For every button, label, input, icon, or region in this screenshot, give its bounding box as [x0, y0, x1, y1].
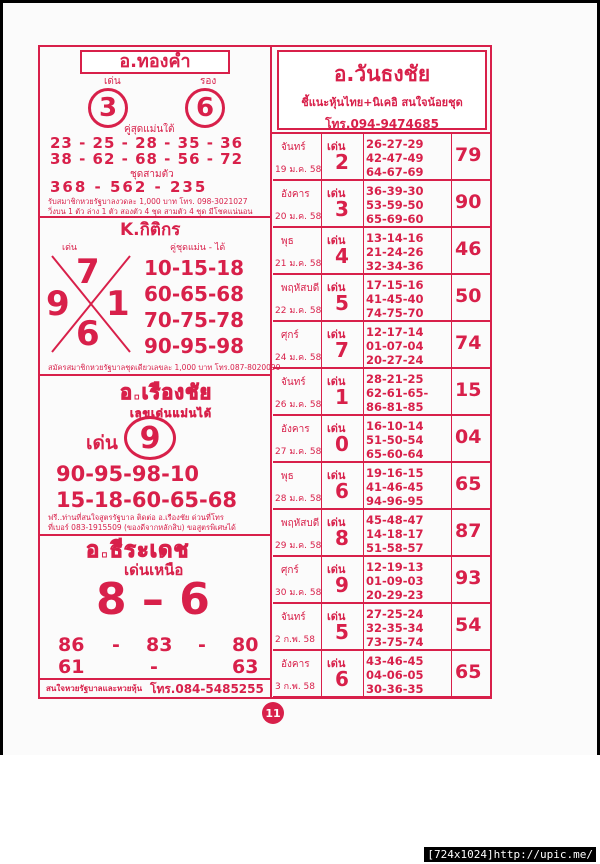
- row-number-sets: [366, 560, 424, 602]
- row-set-1: 12-17-14: [366, 325, 424, 339]
- right-title: อ.วันธงชัย: [333, 62, 431, 86]
- row-date: 2 ก.พ. 58: [275, 635, 316, 645]
- row-lead-label: เด่น: [327, 422, 346, 435]
- row-set-1: 16-10-14: [366, 419, 424, 433]
- right-header: [277, 50, 487, 130]
- s4-dash-1: -: [112, 634, 120, 656]
- row-number-sets: [366, 325, 424, 367]
- row-day: อังคาร: [281, 424, 310, 435]
- row-lead-label: เด่น: [327, 610, 346, 623]
- row-number-sets: [366, 607, 424, 649]
- row-lead-label: เด่น: [327, 234, 346, 247]
- row-separator: [363, 463, 364, 508]
- row-date: 24 ม.ค. 58: [275, 353, 322, 363]
- row-lead-digit: 7: [335, 338, 349, 362]
- row-pair: 74: [455, 332, 482, 354]
- s2-digit-right: 1: [106, 284, 130, 324]
- row-date: 26 ม.ค. 58: [275, 400, 322, 410]
- row-number-sets: [366, 372, 428, 414]
- row-number-sets: [366, 419, 424, 461]
- row-lead-digit: 1: [335, 385, 349, 409]
- row-date: 22 ม.ค. 58: [275, 306, 322, 316]
- page-number: 11: [262, 702, 284, 724]
- row-set-1: 27-25-24: [366, 607, 424, 621]
- row-date: 20 ม.ค. 58: [275, 212, 322, 222]
- row-set-2: 01-09-03: [366, 574, 424, 588]
- row-set-3: 51-58-57: [366, 541, 424, 555]
- row-separator: [451, 228, 452, 273]
- row-set-3: 74-75-70: [366, 306, 424, 320]
- s2-title: K.กิติกร: [120, 220, 181, 240]
- s4-r1a: 86: [58, 634, 85, 656]
- row-lead-label: เด่น: [327, 516, 346, 529]
- row-set-2: 21-24-26: [366, 245, 424, 259]
- row-set-2: 04-06-05: [366, 668, 424, 682]
- s3-title: อ.เรืองชัย: [120, 380, 213, 404]
- s4-r1c: 80: [232, 634, 259, 656]
- row-set-2: 53-59-50: [366, 198, 424, 212]
- s2-line3: 70-75-78: [144, 308, 245, 332]
- table-row: [273, 275, 491, 322]
- s4-r2b: 63: [232, 656, 259, 678]
- row-lead-digit: 6: [335, 479, 349, 503]
- row-date: 21 ม.ค. 58: [275, 259, 322, 269]
- row-separator: [321, 651, 322, 696]
- s3-fine2: ที่เบอร์ 083-1915509 (ของดีจากหลักสิบ) ขอสูตรพิเศษได้: [48, 523, 236, 532]
- row-separator: [363, 651, 364, 696]
- row-lead-digit: 4: [335, 244, 349, 268]
- s4-big-pair: 8 – 6: [96, 574, 210, 625]
- row-pair: 93: [455, 567, 482, 589]
- table-row: [273, 463, 491, 510]
- row-day: จันทร์: [281, 377, 306, 388]
- s4-footer-phone: โทร.084-5485255: [150, 682, 264, 696]
- row-set-1: 13-14-16: [366, 231, 424, 245]
- s4-subtitle: เด่นเหนือ: [124, 561, 184, 579]
- row-set-1: 26-27-29: [366, 137, 424, 151]
- row-set-1: 28-21-25: [366, 372, 424, 386]
- s2-line1: 10-15-18: [144, 256, 245, 280]
- watermark-text: [724x1024]http://upic.me/: [424, 847, 596, 862]
- row-pair: 87: [455, 520, 482, 542]
- s1-lead-label: เด่น: [104, 76, 121, 87]
- row-separator: [363, 228, 364, 273]
- row-lead-label: เด่น: [327, 140, 346, 153]
- table-row: [273, 416, 491, 463]
- row-lead-digit: 9: [335, 573, 349, 597]
- row-separator: [363, 322, 364, 367]
- row-set-3: 86-81-85: [366, 400, 424, 414]
- row-separator: [363, 134, 364, 179]
- row-set-2: 41-45-40: [366, 292, 424, 306]
- row-separator: [363, 275, 364, 320]
- row-lead-label: เด่น: [327, 563, 346, 576]
- row-separator: [451, 322, 452, 367]
- s2-digit-left: 9: [46, 284, 70, 324]
- s1-pairs-line2: 38 - 62 - 68 - 56 - 72: [50, 150, 244, 168]
- row-lead-label: เด่น: [327, 187, 346, 200]
- row-number-sets: [366, 231, 424, 273]
- row-day: จันทร์: [281, 612, 306, 623]
- s2-fine: สมัครสมาชิกหวยรัฐบาลชุดเดียวเลขละ 1,000 บาท โทร.087-8020099: [48, 363, 281, 372]
- row-number-sets: [366, 654, 424, 696]
- row-lead-label: เด่น: [327, 328, 346, 341]
- s1-title: อ.ทองคำ: [80, 50, 230, 74]
- row-number-sets: [366, 184, 424, 226]
- s1-pairs-label: คู่สุดแม่นใต้: [124, 124, 175, 135]
- row-date: 28 ม.ค. 58: [275, 494, 322, 504]
- s2-lead-label: เด่น: [62, 243, 78, 253]
- row-day: พุธ: [281, 236, 294, 247]
- row-set-1: 17-15-16: [366, 278, 424, 292]
- row-lead-label: เด่น: [327, 281, 346, 294]
- s2-digit-top: 7: [76, 252, 100, 292]
- row-set-2: 62-61-65-: [366, 386, 429, 400]
- row-date: 19 ม.ค. 58: [275, 165, 322, 175]
- table-row: [273, 322, 491, 369]
- s4-title: อ.ธีระเดช: [86, 538, 190, 563]
- row-number-sets: [366, 466, 424, 508]
- table-row: [273, 228, 491, 275]
- row-lead-digit: 0: [335, 432, 349, 456]
- table-row: [273, 510, 491, 557]
- s1-digit-a: 3: [88, 88, 128, 128]
- s4-dash-3: -: [150, 656, 158, 678]
- row-separator: [363, 557, 364, 602]
- row-set-2: 41-46-45: [366, 480, 424, 494]
- s1-pairs-line1: 23 - 25 - 28 - 35 - 36: [50, 134, 244, 152]
- row-pair: 54: [455, 614, 482, 636]
- s4-r2a: 61: [58, 656, 85, 678]
- row-lead-digit: 6: [335, 667, 349, 691]
- s1-fine2: วิ่งบน 1 ตัว ล่าง 1 ตัว สองตัว 4 ชุด สามตัว 4 ชุด มีโชคแน่นอน: [48, 207, 253, 216]
- row-set-3: 65-60-64: [366, 447, 424, 461]
- row-separator: [451, 181, 452, 226]
- s4-dash-2: -: [198, 634, 206, 656]
- row-pair: 50: [455, 285, 482, 307]
- s4-footer-text: สนใจหวยรัฐบาลและหวยหุ้น: [46, 684, 143, 693]
- s3-fine1: ฟรี..ท่านที่สนใจสูตรรัฐบาล ติดต่อ อ.เรืองชัย ด่วนที่โทร: [48, 513, 224, 522]
- row-set-2: 32-35-34: [366, 621, 424, 635]
- row-day: ศุกร์: [281, 565, 299, 576]
- bottom-margin: [0, 755, 600, 864]
- row-lead-digit: 5: [335, 620, 349, 644]
- row-separator: [451, 557, 452, 602]
- row-number-sets: [366, 513, 424, 555]
- row-pair: 04: [455, 426, 482, 448]
- row-set-3: 30-36-35: [366, 682, 424, 696]
- s3-subtitle: เลขเด่นแม่นได้: [130, 407, 212, 420]
- s2-pairs-label: คู่ชุดแม่น - ได้: [170, 243, 226, 253]
- row-separator: [363, 604, 364, 649]
- row-day: พฤหัสบดี: [281, 283, 320, 294]
- row-set-1: 43-46-45: [366, 654, 424, 668]
- row-lead-label: เด่น: [327, 469, 346, 482]
- row-pair: 65: [455, 473, 482, 495]
- row-date: 30 ม.ค. 58: [275, 588, 322, 598]
- row-lead-digit: 5: [335, 291, 349, 315]
- row-set-2: 51-50-54: [366, 433, 424, 447]
- s1-set-line: 368 - 562 - 235: [50, 178, 208, 196]
- table-row: [273, 604, 491, 651]
- table-row: [273, 651, 491, 698]
- table-row: [273, 557, 491, 604]
- row-day: พุธ: [281, 471, 294, 482]
- row-separator: [363, 369, 364, 414]
- s3-line2: 15-18-60-65-68: [56, 488, 237, 512]
- row-number-sets: [366, 137, 424, 179]
- row-set-1: 36-39-30: [366, 184, 424, 198]
- row-separator: [451, 275, 452, 320]
- s2-digit-bottom: 6: [76, 314, 100, 354]
- row-pair: 15: [455, 379, 482, 401]
- row-pair: 46: [455, 238, 482, 260]
- row-set-3: 20-27-24: [366, 353, 424, 367]
- s2-line2: 60-65-68: [144, 282, 245, 306]
- table-row: [273, 369, 491, 416]
- s1-run-label: รอง: [200, 76, 217, 87]
- s4-r1b: 83: [146, 634, 173, 656]
- row-set-1: 12-19-13: [366, 560, 424, 574]
- row-lead-digit: 8: [335, 526, 349, 550]
- row-number-sets: [366, 278, 424, 320]
- row-pair: 79: [455, 144, 482, 166]
- row-day: อังคาร: [281, 189, 310, 200]
- row-separator: [363, 416, 364, 461]
- row-date: 3 ก.พ. 58: [275, 682, 316, 692]
- row-set-3: 64-67-69: [366, 165, 424, 179]
- row-separator: [321, 604, 322, 649]
- row-set-3: 73-75-74: [366, 635, 424, 649]
- right-subtitle: ชี้แนะหุ้นไทย+นิเคอิ สนใจน้อยชุด: [301, 96, 463, 109]
- row-separator: [451, 651, 452, 696]
- s1-set-label: ชุดสามตัว: [130, 169, 174, 180]
- row-separator: [451, 134, 452, 179]
- row-separator: [451, 604, 452, 649]
- row-day: ศุกร์: [281, 330, 299, 341]
- row-set-3: 65-69-60: [366, 212, 424, 226]
- s2-line4: 90-95-98: [144, 334, 245, 358]
- row-date: 29 ม.ค. 58: [275, 541, 322, 551]
- right-phone: โทร.094-9474685: [325, 117, 439, 131]
- row-separator: [451, 510, 452, 555]
- row-set-2: 42-47-49: [366, 151, 424, 165]
- row-day: อังคาร: [281, 659, 310, 670]
- row-separator: [451, 369, 452, 414]
- row-set-1: 19-16-15: [366, 466, 424, 480]
- table-row: [273, 134, 491, 181]
- row-separator: [363, 181, 364, 226]
- s3-line1: 90-95-98-10: [56, 462, 200, 486]
- s3-lead-label: เด่น: [86, 432, 118, 454]
- row-set-3: 32-34-36: [366, 259, 424, 273]
- row-lead-label: เด่น: [327, 375, 346, 388]
- row-set-3: 20-29-23: [366, 588, 424, 602]
- row-pair: 65: [455, 661, 482, 683]
- row-lead-digit: 3: [335, 197, 349, 221]
- row-separator: [451, 463, 452, 508]
- s1-digit-b: 6: [185, 88, 225, 128]
- row-pair: 90: [455, 191, 482, 213]
- row-separator: [363, 510, 364, 555]
- row-lead-label: เด่น: [327, 657, 346, 670]
- row-set-1: 45-48-47: [366, 513, 424, 527]
- s1-fine1: รับสมาชิกหวยรัฐบาลงวดละ 1,000 บาท โทร. 098-3021027: [48, 197, 248, 206]
- row-date: 27 ม.ค. 58: [275, 447, 322, 457]
- row-lead-digit: 2: [335, 150, 349, 174]
- row-separator: [451, 416, 452, 461]
- row-day: จันทร์: [281, 142, 306, 153]
- table-row: [273, 181, 491, 228]
- row-set-3: 94-96-95: [366, 494, 424, 508]
- row-set-2: 01-07-04: [366, 339, 424, 353]
- s3-digit: 9: [124, 416, 176, 460]
- row-day: พฤหัสบดี: [281, 518, 320, 529]
- row-set-2: 14-18-17: [366, 527, 424, 541]
